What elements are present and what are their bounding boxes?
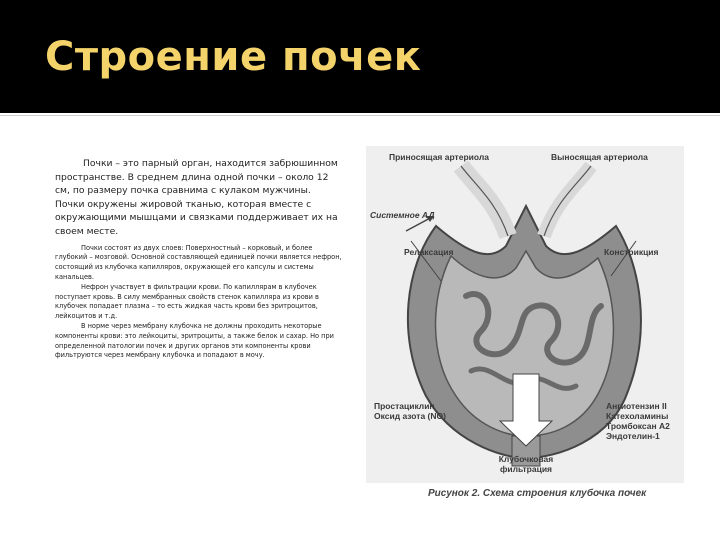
glomerulus-figure	[366, 146, 684, 483]
label-prostacyclin: Простациклин Оксид азота (NO)	[374, 401, 446, 421]
label-relaxation: Релаксация	[404, 247, 454, 257]
text-column	[55, 157, 342, 361]
filtration-paragraph: Нефрон участвует в фильтрации крови. По капиллярам в клубочек поступает кровь. В силу мембранных свойств стенок капилляра из крови в клубочек попадает плазма – то есть жидкая часть крови без эритроцитов, лейкоцитов и т.д.	[55, 282, 319, 321]
label-afferent: Приносящая артериола	[389, 152, 489, 162]
label-filtration: Клубочковая фильтрация	[498, 454, 554, 474]
figure-caption: Рисунок 2. Схема строения клубочка почек	[428, 488, 647, 499]
intro-paragraph: Почки – это парный орган, находится забрюшинном пространстве. В среднем длина одной почки – около 12 см, по размеру почка сравнима с кулаком мужчины. Почки окружены жировой тканью, которая вместе с окружающими мышцами и связками поддерживает их на своем месте.	[55, 158, 338, 237]
divider	[0, 115, 720, 116]
norm-paragraph: В норме через мембрану клубочка не должны проходить некоторые компоненты крови: это лейкоциты, эритроциты, а также белок и сахар. Но при определенной патологии почек и других органов эти компоненты крови фильтруются через мембрану клубочка и попадают в мочу.	[55, 321, 334, 360]
label-systemic-bp: Системное АД	[370, 210, 435, 220]
slide-title: Строение почек	[45, 34, 422, 80]
label-efferent: Выносящая артериола	[551, 152, 648, 162]
layers-paragraph: Почки состоят из двух слоев: Поверхностный – корковый, и более глубокий – мозговой. Основной составляющей единицей почки является нефрон, состоящий из клубочка капилляров, окружающей его капсулы и системы канальцев.	[55, 243, 342, 281]
label-constriction: Констрикция	[604, 247, 659, 257]
label-vasoconstrictors: Ангиотензин II Катехоламины Тромбоксан А2 Эндотелин-1	[606, 401, 670, 441]
details-block	[55, 244, 342, 362]
